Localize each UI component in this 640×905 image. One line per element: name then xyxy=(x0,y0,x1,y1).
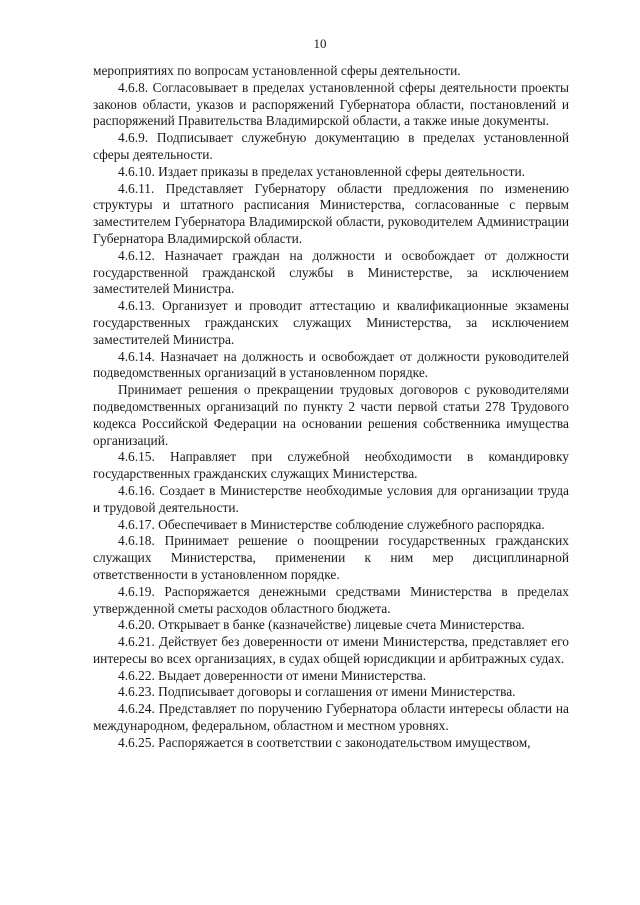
paragraph-4-6-11: 4.6.11. Представляет Губернатору области предложения по изменению структуры и штатного расписания Министерства, согласованные с первым заместителем Губернатора Владимирской области, руководителем Администрации Губернатора Владимирской области. xyxy=(93,180,569,246)
paragraph-4-6-24: 4.6.24. Представляет по поручению Губернатора области интересы области на международном, федеральном, областном и местном уровнях. xyxy=(93,701,569,734)
paragraph-4-6-13: 4.6.13. Организует и проводит аттестацию и квалификационные экзамены государственных гражданских служащих Министерства, за исключением заместителей Министра. xyxy=(93,298,569,347)
paragraph-4-6-21: 4.6.21. Действует без доверенности от имени Министерства, представляет его интересы во всех организациях, в судах общей юрисдикции и арбитражных судах. xyxy=(93,634,569,666)
paragraph-4-6-12: 4.6.12. Назначает граждан на должности и освобождает от должности государственной гражданской службы в Министерстве, за исключением заместителей Министра. xyxy=(93,247,569,297)
paragraph-4-6-22: 4.6.22. Выдает доверенности от имени Министерства. xyxy=(118,667,427,683)
paragraph-4-6-15: 4.6.15. Направляет при служебной необходимости в командировку государственных гражданских служащих Министерства. xyxy=(93,449,569,482)
paragraph-4-6-19: 4.6.19. Распоряжается денежными средствами Министерства в пределах утвержденной сметы расходов областного бюджета. xyxy=(93,583,569,616)
paragraph-4-6-20: 4.6.20. Открывает в банке (казначействе) лицевые счета Министерства. xyxy=(118,617,525,633)
paragraph-4-6-10: 4.6.10. Издает приказы в пределах установленной сферы деятельности. xyxy=(118,163,525,179)
document-body xyxy=(93,63,569,752)
paragraph-4-6-14-addendum: Принимает решения о прекращении трудовых договоров с руководителями подведомственных организаций по пункту 2 части первой статьи 278 Трудового кодекса Российской Федерации на основании решения собственника имущества организаций. xyxy=(93,382,569,448)
paragraph-4-6-17: 4.6.17. Обеспечивает в Министерстве соблюдение служебного распорядка. xyxy=(118,516,545,532)
paragraph-4-6-14: 4.6.14. Назначает на должность и освобождает от должности руководителей подведомственных организаций в установленном порядке. xyxy=(93,348,569,381)
paragraph-4-6-8: 4.6.8. Согласовывает в пределах установленной сферы деятельности проекты законов области, указов и распоряжений Губернатора области, постановлений и распоряжений Правительства Владимирской области, а также иные документы. xyxy=(93,79,569,129)
paragraph-4-6-9: 4.6.9. Подписывает служебную документацию в пределах установленной сферы деятельности. xyxy=(93,130,569,162)
paragraph-4-6-23: 4.6.23. Подписывает договоры и соглашения от имени Министерства. xyxy=(118,684,516,700)
paragraph-4-6-25: 4.6.25. Распоряжается в соответствии с законодательством имуществом, xyxy=(118,734,531,750)
paragraph-4-6-18: 4.6.18. Принимает решение о поощрении государственных гражданских служащих Министерства, применении к ним мер дисциплинарной ответственности в установленном порядке. xyxy=(93,533,569,582)
paragraph-4-6-16: 4.6.16. Создает в Министерстве необходимые условия для организации труда и трудовой деятельности. xyxy=(93,482,569,515)
paragraph-continuation: мероприятиях по вопросам установленной сферы деятельности. xyxy=(93,63,461,78)
page-number: 10 xyxy=(313,36,327,51)
